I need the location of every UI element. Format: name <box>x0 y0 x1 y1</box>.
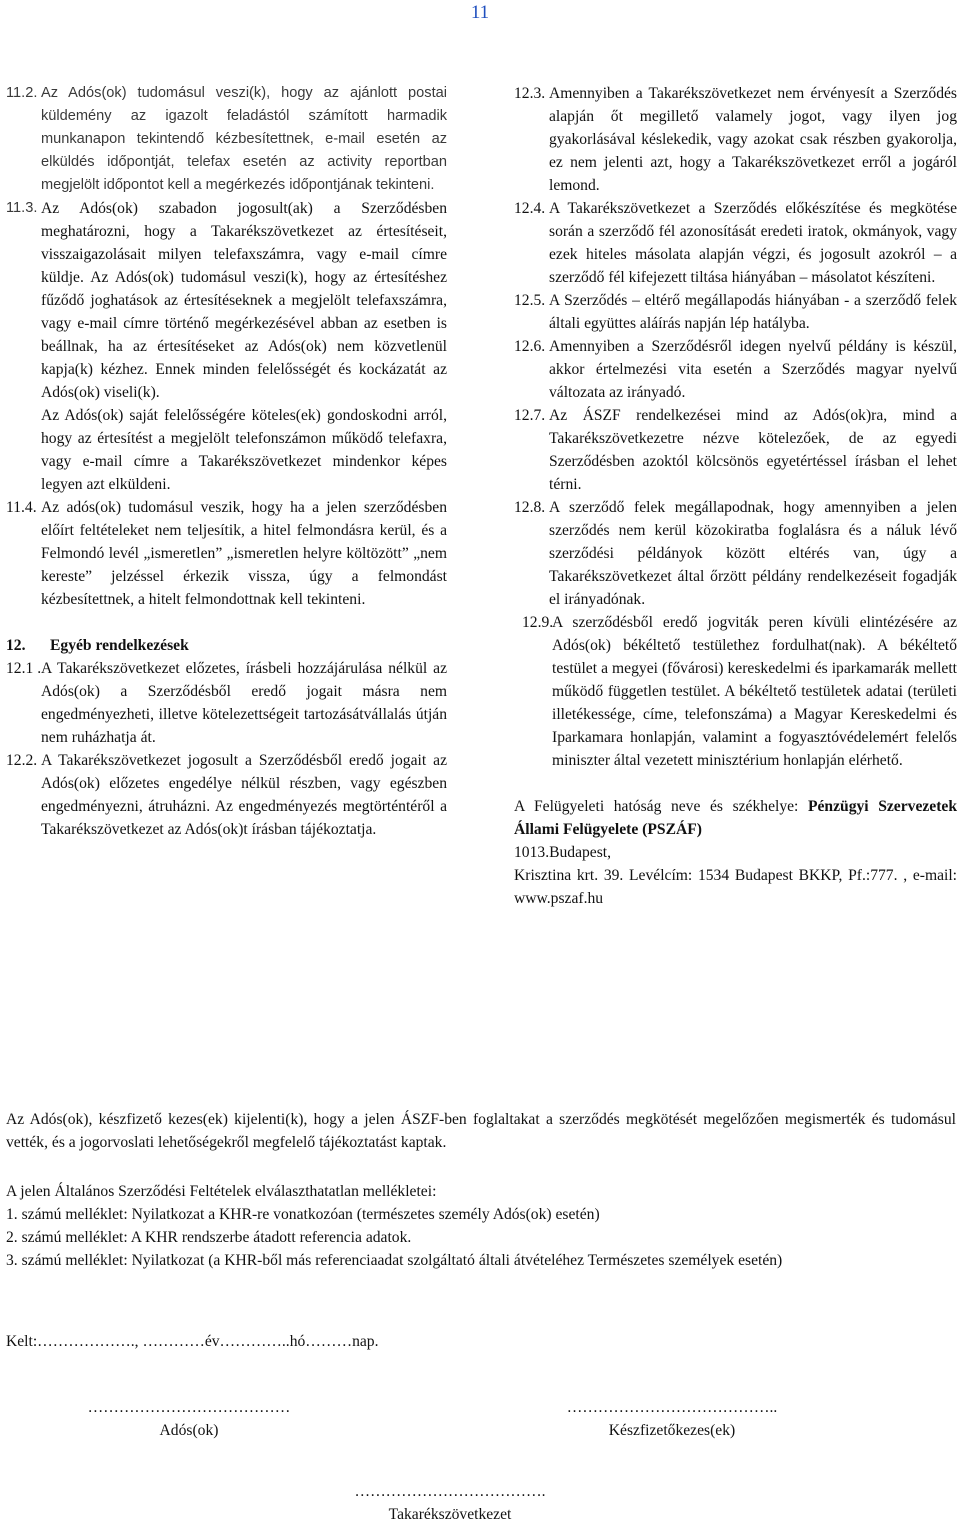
clause-12-3 <box>514 82 957 197</box>
page-number: 11 <box>470 2 490 23</box>
clause-text: A Takarékszövetkezet a Szerződés előkészítése és megkötése során a szerződő fél azonosítását eredeti iratok, okmányok, vagy ezek hiteles másolata alapján végzi, és jogosult azokról – a szerződő fél kifejezett tiltása hiányában – másolatot készíteni. <box>549 200 957 286</box>
clause-text: A szerződő felek megállapodnak, hogy amennyiben a jelen szerződés nem kerül közokiratba foglalásra és a náluk lévő szerződési példányok között eltérés van, úgy a Takarékszövetkezet által őrzött példány rendelkezéseit fogadják el irányadónak. <box>549 499 957 608</box>
annex-item: 1. számú melléklet: Nyilatkozat a KHR-re vonatkozóan (természetes személy Adós(ok) esetén) <box>6 1206 600 1223</box>
section-heading-12 <box>6 634 447 657</box>
clause-number: 12.4. <box>514 200 546 217</box>
clause-number: 11.2. <box>6 85 38 101</box>
clause-text: Amennyiben a Takarékszövetkezet nem érvényesít a Szerződés alapján őt megillető valamely jogot, vagy ilyen jog gyakorlásával késlekedik, vagy azokat csak részben gyakorolja, ez nem jelenti azt, hogy a Takarékszövetkezet erről a jogáról lemond. <box>549 85 957 194</box>
clause-number: 12.2. <box>6 752 38 769</box>
clause-number: 12.3. <box>514 85 546 102</box>
authority-address-city: 1013.Budapest, <box>514 844 612 861</box>
clause-text: A Szerződés – eltérő megállapodás hiányában - a szerződő felek általi együttes aláírás napján lép hatályba. <box>549 292 957 332</box>
signature-line: ………………………………….. <box>566 1399 778 1416</box>
left-column <box>6 82 447 841</box>
clause-11-3-continued: Az Adós(ok) saját felelősségére köteles(ek) gondoskodni arról, hogy az értesítést a megjelölt telefonszámon működő telefaxra, vagy e-mail címre a Takarékszövetkezet mindenkor képes legyen azt elküldeni. <box>41 407 447 493</box>
authority-name: Pénzügyi Szervezetek Állami Felügyelete (PSZÁF) <box>514 798 957 838</box>
clause-12-4 <box>514 197 957 289</box>
clause-number: 11.4. <box>6 499 37 516</box>
signature-label: Adós(ok) <box>159 1422 219 1439</box>
clause-number: 12.8. <box>514 499 546 516</box>
clause-12-6 <box>514 335 957 404</box>
clause-11-4 <box>6 496 447 611</box>
annex-item: 2. számú melléklet: A KHR rendszerbe átadott referencia adatok. <box>6 1229 412 1246</box>
clause-text: Az ÁSZF rendelkezései mind az Adós(ok)ra, mind a Takarékszövetkezetre nézve kötelezőek, de az egyedi Szerződésben azoktól kölcsönös egyetértéssel írásban el lehet térni. <box>549 407 957 493</box>
clause-number: 12.7. <box>514 407 546 424</box>
signature-label: Készfizetőkezes(ek) <box>608 1422 736 1439</box>
clause-12-1 <box>6 657 447 749</box>
authority-address: Krisztina krt. 39. Levélcím: 1534 Budapest BKKP, Pf.:777. , e-mail: www.pszaf.hu <box>514 867 957 907</box>
clause-number: 12.1 . <box>6 660 42 677</box>
signature-label: Takarékszövetkezet <box>388 1506 512 1523</box>
clause-number: 11.3. <box>6 200 38 216</box>
clause-text: A szerződésből eredő jogviták peren kívüli elintézésére az Adós(ok) békéltető testülethez fordulhat(nak). A békéltető testület a megyei (fővárosi) kereskedelmi és iparkamarák mellett működő független testület. A békéltető testületek adatai (területi illetékessége, címe, telefonszáma) a Magyar Kereskedelmi és Iparkamara honlapján, valamint a fogyasztóvédelemért felelős miniszter által vezetett minisztérium honlapján elérhető. <box>552 614 957 769</box>
annex-list <box>6 1180 956 1272</box>
clause-text: Az Adós(ok) tudomásul veszi(k), hogy az ajánlott postai küldemény az igazolt feladástól számított harmadik munkanapon tekintendő kézbesítettnek, e-mail esetén az elküldés időpontját, telefax esetén az activity reportban megjelölt időpontot kell a megérkezés időpontjának tekinteni. <box>41 85 447 193</box>
closing-declaration: Az Adós(ok), készfizető kezes(ek) kijelenti(k), hogy a jelen ÁSZF-ben foglaltakat a szerződés megkötését megelőzően megismerték és tudomásul vették, és a jogorvoslati lehetőségekről megfelelő tájékoztatást kaptak. <box>6 1111 956 1151</box>
clause-11-3 <box>6 197 447 404</box>
clause-12-2 <box>6 749 447 841</box>
clause-12-5 <box>514 289 957 335</box>
supervisory-authority <box>514 795 957 841</box>
clause-text: A Takarékszövetkezet jogosult a Szerződésből eredő jogait az Adós(ok) előzetes engedélye nélkül részben, vagy egészben engedményezni, átruházni. Az engedményezés megtörténtéről a Takarékszövetkezet az Adós(ok)t írásban tájékoztatja. <box>41 752 447 838</box>
signature-line: ………………………………. <box>354 1483 546 1500</box>
section-title: Egyéb rendelkezések <box>50 637 189 654</box>
clause-number: 12.6. <box>514 338 546 355</box>
clause-text: Amennyiben a Szerződésről idegen nyelvű példány is készül, akkor értelmezési vita esetén a Szerződés magyar nyelvű változata az irányadó. <box>549 338 957 401</box>
clause-12-9 <box>514 611 957 772</box>
date-line: Kelt:………………., …………év…………..hó………nap. <box>6 1333 379 1350</box>
clause-number: 12.5. <box>514 292 546 309</box>
clause-12-7 <box>514 404 957 496</box>
clause-text: Az Adós(ok) szabadon jogosult(ak) a Szerződésben meghatározni, hogy a Takarékszövetkezet az értesítéseit, visszaigazolásait milyen telefaxszámra, vagy e-mail címre küldje. Az Adós(ok) tudomásul veszi(k), hogy az értesítéshez fűződő joghatások az értesítéseknek a megjelölt telefaxszámra, vagy e-mail címre történő megérkezésével abban az esetben is beállnak, ha az értesítéseket az Adós(ok) nem közvetlenül kapja(k) kézhez. Ennek minden felelősségét és kockázatát az Adós(ok) viseli(k). <box>41 200 447 401</box>
clause-text: Az adós(ok) tudomásul veszik, hogy ha a jelen szerződésben előírt feltételeket nem teljesítik, a hitel felmondásra kerül, és a Felmondó levél „ismeretlen” „ismeretlen helyre költözött” „nem kereste” jelzéssel érkezik vissza, úgy a felmondást kézbesítettnek, a hitelt felmondottnak kell tekinteni. <box>41 499 447 608</box>
signature-debtor <box>0 1396 378 1442</box>
signature-bank <box>250 1480 650 1526</box>
signature-guarantor <box>472 1396 872 1442</box>
signature-line: ………………………………… <box>87 1399 291 1416</box>
section-number: 12. <box>6 637 26 654</box>
clause-number: 12.9. <box>522 614 554 631</box>
clause-text: A Takarékszövetkezet előzetes, írásbeli hozzájárulása nélkül az Adós(ok) a Szerződésből eredő jogait másra nem engedményezheti, illetve kötelezettségeit tartozásátvállalás útján nem ruházhatja át. <box>41 660 447 746</box>
right-column <box>514 82 957 910</box>
clause-12-8 <box>514 496 957 611</box>
annex-intro: A jelen Általános Szerződési Feltételek elválaszthatatlan mellékletei: <box>6 1183 437 1200</box>
clause-11-2 <box>6 82 447 197</box>
annex-item: 3. számú melléklet: Nyilatkozat (a KHR-ből más referenciaadat szolgáltató általi átvételéhez Természetes személyek esetén) <box>6 1252 783 1269</box>
authority-intro: A Felügyeleti hatóság neve és székhelye: <box>514 798 799 815</box>
